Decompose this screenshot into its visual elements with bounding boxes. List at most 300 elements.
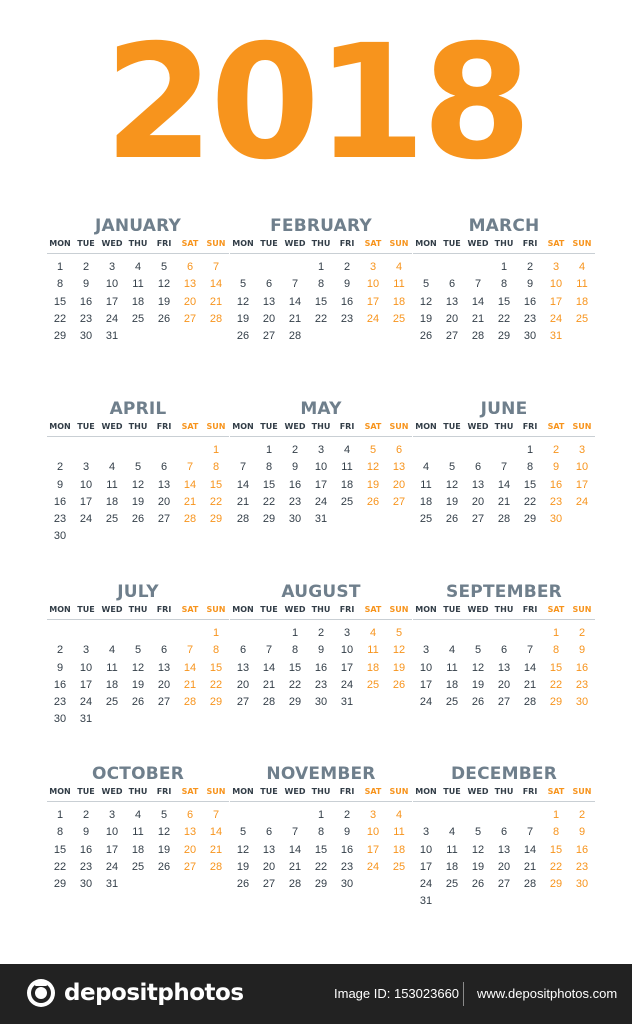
day-cell: 11 xyxy=(341,461,353,474)
day-cell xyxy=(125,711,151,728)
day-cell: 15 xyxy=(314,295,328,308)
week-row xyxy=(413,694,595,711)
day-cell: 19 xyxy=(471,678,485,691)
day-cell: 9 xyxy=(343,278,351,291)
day-cell: 12 xyxy=(157,826,171,839)
day-cell: 10 xyxy=(575,461,589,474)
day-cell: 25 xyxy=(575,312,589,325)
day-cell: 3 xyxy=(369,261,377,273)
day-cell: 10 xyxy=(79,478,93,491)
day-cell: 26 xyxy=(471,878,485,891)
header-rule xyxy=(413,253,595,254)
day-cell: 25 xyxy=(445,878,459,891)
day-cell: 20 xyxy=(262,312,276,325)
day-cell: 10 xyxy=(366,826,380,839)
day-cell xyxy=(517,807,543,824)
week-row xyxy=(47,859,229,876)
day-cell xyxy=(465,625,491,642)
day-cell: 11 xyxy=(106,478,118,491)
week-row xyxy=(47,511,229,528)
day-cell: 24 xyxy=(79,696,93,709)
day-cell: 31 xyxy=(314,513,328,526)
day-cell: 18 xyxy=(105,495,119,508)
day-cell xyxy=(413,625,439,642)
day-cell: 24 xyxy=(366,860,380,873)
day-cell xyxy=(151,625,177,642)
day-cell xyxy=(569,511,595,528)
day-cell: 23 xyxy=(340,312,354,325)
week-row xyxy=(47,477,229,494)
day-cell: 25 xyxy=(105,513,119,526)
day-cell: 13 xyxy=(497,843,511,856)
weekday-header xyxy=(413,421,595,433)
week-row xyxy=(47,311,229,328)
day-cell: 4 xyxy=(108,461,116,474)
day-cell: 20 xyxy=(236,678,250,691)
day-cell xyxy=(543,893,569,910)
day-cell: 12 xyxy=(471,661,485,674)
day-cell: 24 xyxy=(314,495,328,508)
day-cell: 10 xyxy=(340,644,354,657)
day-cell: 1 xyxy=(500,261,508,273)
weekday-header xyxy=(47,238,229,250)
day-cell: 20 xyxy=(392,478,406,491)
day-cell: 13 xyxy=(157,661,171,674)
day-cell: 1 xyxy=(526,444,534,456)
day-cell: 19 xyxy=(131,495,145,508)
day-cell: 29 xyxy=(262,513,276,526)
day-cell: 16 xyxy=(340,295,354,308)
day-cell: 6 xyxy=(160,644,168,657)
week-row xyxy=(47,824,229,841)
day-cell: 30 xyxy=(575,696,589,709)
day-cell: 4 xyxy=(343,444,351,456)
day-cell: 9 xyxy=(526,278,534,291)
day-cell: 19 xyxy=(236,312,250,325)
day-cell: 5 xyxy=(239,826,247,839)
day-cell: 27 xyxy=(183,312,197,325)
day-cell: 11 xyxy=(106,661,118,674)
day-cell: 10 xyxy=(314,461,328,474)
day-cell: 29 xyxy=(53,330,67,343)
week-row xyxy=(413,442,595,459)
weekday-label: WED xyxy=(101,787,123,796)
day-cell: 19 xyxy=(157,295,171,308)
day-cell: 14 xyxy=(523,843,537,856)
day-cell xyxy=(151,442,177,459)
weekday-label: SUN xyxy=(206,422,226,431)
day-cell: 2 xyxy=(56,644,64,657)
day-cell: 21 xyxy=(288,312,302,325)
day-cell: 16 xyxy=(53,678,67,691)
day-cell xyxy=(256,807,282,824)
weekday-label: MON xyxy=(232,787,254,796)
day-cell: 24 xyxy=(575,495,589,508)
day-cell: 23 xyxy=(53,513,67,526)
week-row xyxy=(230,259,412,276)
day-cell: 3 xyxy=(369,809,377,821)
day-cell xyxy=(386,328,412,345)
weekday-header xyxy=(47,604,229,616)
day-cell: 15 xyxy=(262,478,276,491)
day-cell: 3 xyxy=(82,644,90,657)
weekday-label: TUE xyxy=(260,422,278,431)
day-cell: 14 xyxy=(262,661,276,674)
day-cell: 1 xyxy=(317,261,325,273)
day-cell: 19 xyxy=(471,860,485,873)
weekday-header xyxy=(47,421,229,433)
weekday-label: THU xyxy=(494,787,514,796)
day-cell xyxy=(334,328,360,345)
day-cell: 10 xyxy=(105,826,119,839)
day-cell xyxy=(360,694,386,711)
weekday-label: THU xyxy=(311,787,331,796)
day-cell: 24 xyxy=(105,860,119,873)
day-cell: 14 xyxy=(236,478,250,491)
day-cell: 14 xyxy=(471,295,485,308)
weekday-label: SAT xyxy=(181,239,199,248)
day-cell: 7 xyxy=(474,278,482,291)
day-cell: 10 xyxy=(79,661,93,674)
day-cell: 8 xyxy=(552,826,560,839)
day-cell xyxy=(125,876,151,893)
day-cell: 25 xyxy=(131,860,145,873)
month-name: OCTOBER xyxy=(91,764,185,784)
week-row xyxy=(413,477,595,494)
day-cell: 9 xyxy=(82,826,90,839)
day-cell xyxy=(203,711,229,728)
day-cell: 23 xyxy=(53,696,67,709)
day-cell: 11 xyxy=(576,278,588,291)
day-cell xyxy=(177,528,203,545)
day-cell: 28 xyxy=(497,513,511,526)
day-cell: 29 xyxy=(209,513,223,526)
day-cell: 28 xyxy=(523,878,537,891)
weekday-label: SAT xyxy=(364,787,382,796)
day-cell: 22 xyxy=(53,312,67,325)
day-cell: 31 xyxy=(549,330,563,343)
day-cell: 9 xyxy=(317,644,325,657)
day-cell xyxy=(282,259,308,276)
day-cell: 4 xyxy=(369,627,377,639)
day-cell: 26 xyxy=(419,330,433,343)
day-cell xyxy=(230,442,256,459)
week-row xyxy=(413,859,595,876)
day-cell xyxy=(125,528,151,545)
day-cell: 7 xyxy=(291,826,299,839)
day-cell xyxy=(203,876,229,893)
month-february xyxy=(230,214,412,345)
day-cell: 5 xyxy=(134,461,142,474)
day-cell xyxy=(177,328,203,345)
week-row xyxy=(230,511,412,528)
day-cell: 19 xyxy=(419,312,433,325)
day-cell: 11 xyxy=(367,644,379,657)
weekday-label: TUE xyxy=(77,422,95,431)
day-cell: 12 xyxy=(131,478,145,491)
week-row xyxy=(230,294,412,311)
day-cell: 24 xyxy=(419,878,433,891)
day-cell: 27 xyxy=(497,696,511,709)
weekday-label: WED xyxy=(101,605,123,614)
day-cell: 24 xyxy=(419,696,433,709)
week-row xyxy=(413,511,595,528)
weekday-label: MON xyxy=(232,422,254,431)
week-row xyxy=(413,660,595,677)
day-cell: 16 xyxy=(340,843,354,856)
weekday-label: THU xyxy=(494,422,514,431)
weekday-label: FRI xyxy=(522,239,538,248)
day-cell: 19 xyxy=(366,478,380,491)
month-name: MARCH xyxy=(468,216,540,236)
day-cell: 28 xyxy=(209,312,223,325)
day-cell: 19 xyxy=(157,843,171,856)
weekday-label: TUE xyxy=(260,787,278,796)
day-cell: 16 xyxy=(523,295,537,308)
day-cell: 21 xyxy=(236,495,250,508)
day-cell: 26 xyxy=(131,513,145,526)
weekday-label: SAT xyxy=(181,787,199,796)
weekday-label: MON xyxy=(415,239,437,248)
day-cell xyxy=(230,807,256,824)
day-cell: 24 xyxy=(79,513,93,526)
day-cell: 10 xyxy=(419,843,433,856)
day-cell: 30 xyxy=(549,513,563,526)
day-cell: 19 xyxy=(131,678,145,691)
day-cell: 18 xyxy=(575,295,589,308)
day-cell: 30 xyxy=(53,713,67,726)
weekday-label: SAT xyxy=(547,239,565,248)
header-rule xyxy=(413,801,595,802)
day-cell: 29 xyxy=(209,696,223,709)
day-cell: 22 xyxy=(262,495,276,508)
weekday-label: THU xyxy=(494,605,514,614)
day-cell: 6 xyxy=(160,461,168,474)
week-row xyxy=(47,876,229,893)
day-cell: 23 xyxy=(523,312,537,325)
day-cell: 13 xyxy=(497,661,511,674)
day-cell: 8 xyxy=(56,826,64,839)
week-row xyxy=(47,694,229,711)
day-cell: 23 xyxy=(575,860,589,873)
brand-logo-text[interactable]: depositphotos xyxy=(64,980,244,1006)
day-cell: 4 xyxy=(448,826,456,839)
week-row xyxy=(230,442,412,459)
day-cell: 4 xyxy=(134,261,142,273)
day-cell: 5 xyxy=(422,278,430,291)
week-row xyxy=(413,494,595,511)
day-cell: 14 xyxy=(497,478,511,491)
week-row xyxy=(413,842,595,859)
day-cell: 22 xyxy=(209,495,223,508)
week-row xyxy=(47,494,229,511)
day-cell xyxy=(334,511,360,528)
weekday-label: WED xyxy=(284,422,306,431)
day-cell: 15 xyxy=(549,843,563,856)
day-cell: 9 xyxy=(82,278,90,291)
weekday-label: MON xyxy=(415,422,437,431)
day-cell: 11 xyxy=(393,826,405,839)
weekday-label: MON xyxy=(415,787,437,796)
day-cell: 10 xyxy=(366,278,380,291)
day-cell: 17 xyxy=(549,295,563,308)
day-cell: 17 xyxy=(340,661,354,674)
weekday-label: MON xyxy=(232,239,254,248)
day-cell: 27 xyxy=(236,696,250,709)
week-row xyxy=(47,642,229,659)
day-cell: 6 xyxy=(186,809,194,821)
day-cell xyxy=(125,328,151,345)
day-cell xyxy=(491,625,517,642)
week-row xyxy=(413,807,595,824)
day-cell: 30 xyxy=(575,878,589,891)
day-cell: 5 xyxy=(448,461,456,474)
day-cell xyxy=(491,807,517,824)
day-cell: 26 xyxy=(236,330,250,343)
day-cell: 7 xyxy=(526,644,534,657)
month-december xyxy=(413,762,595,911)
day-cell xyxy=(177,876,203,893)
weekday-label: THU xyxy=(494,239,514,248)
weekday-label: TUE xyxy=(77,239,95,248)
day-cell xyxy=(282,807,308,824)
day-cell: 20 xyxy=(497,678,511,691)
day-cell xyxy=(360,328,386,345)
weekday-label: WED xyxy=(467,422,489,431)
day-cell: 31 xyxy=(105,330,119,343)
day-cell: 26 xyxy=(131,696,145,709)
day-cell: 1 xyxy=(212,627,220,639)
day-cell: 28 xyxy=(236,513,250,526)
day-cell: 27 xyxy=(392,495,406,508)
day-cell: 18 xyxy=(419,495,433,508)
day-cell: 26 xyxy=(471,696,485,709)
header-rule xyxy=(230,253,412,254)
day-cell: 28 xyxy=(262,696,276,709)
day-cell: 11 xyxy=(132,278,144,291)
day-cell: 11 xyxy=(393,278,405,291)
day-cell: 25 xyxy=(366,678,380,691)
day-cell: 13 xyxy=(471,478,485,491)
site-link[interactable]: www.depositphotos.com xyxy=(477,986,618,1001)
day-cell: 18 xyxy=(366,661,380,674)
header-rule xyxy=(47,619,229,620)
day-cell: 29 xyxy=(314,878,328,891)
week-row xyxy=(47,276,229,293)
day-cell: 14 xyxy=(288,843,302,856)
month-september xyxy=(413,580,595,711)
day-cell: 8 xyxy=(291,644,299,657)
day-cell: 2 xyxy=(82,809,90,821)
week-row xyxy=(230,477,412,494)
month-january xyxy=(47,214,229,345)
day-cell: 8 xyxy=(552,644,560,657)
weekday-label: SAT xyxy=(364,422,382,431)
day-cell: 3 xyxy=(82,461,90,474)
day-cell: 9 xyxy=(291,461,299,474)
day-cell: 17 xyxy=(79,495,93,508)
day-cell: 6 xyxy=(265,278,273,291)
week-row xyxy=(413,893,595,910)
day-cell: 14 xyxy=(209,278,223,291)
week-row xyxy=(413,677,595,694)
week-row xyxy=(230,276,412,293)
day-cell: 12 xyxy=(157,278,171,291)
week-row xyxy=(47,294,229,311)
day-cell xyxy=(47,442,73,459)
month-name: DECEMBER xyxy=(451,764,557,784)
day-cell: 13 xyxy=(183,826,197,839)
week-row xyxy=(230,677,412,694)
month-name: JULY xyxy=(117,582,159,602)
day-cell: 15 xyxy=(209,661,223,674)
day-cell: 25 xyxy=(131,312,145,325)
day-cell: 25 xyxy=(105,696,119,709)
day-cell: 7 xyxy=(212,809,220,821)
weekday-label: SUN xyxy=(389,422,409,431)
day-cell: 22 xyxy=(523,495,537,508)
day-cell: 28 xyxy=(183,696,197,709)
week-row xyxy=(413,328,595,345)
day-cell: 2 xyxy=(82,261,90,273)
month-august xyxy=(230,580,412,711)
day-cell: 16 xyxy=(549,478,563,491)
day-cell: 3 xyxy=(422,826,430,839)
day-cell: 21 xyxy=(262,678,276,691)
weekday-header xyxy=(230,238,412,250)
day-cell: 11 xyxy=(446,661,458,674)
day-cell: 3 xyxy=(108,261,116,273)
day-cell xyxy=(386,511,412,528)
day-cell: 17 xyxy=(419,860,433,873)
weekday-header xyxy=(230,421,412,433)
day-cell: 30 xyxy=(314,696,328,709)
day-cell xyxy=(73,625,99,642)
day-cell: 7 xyxy=(291,278,299,291)
weekday-label: THU xyxy=(128,239,148,248)
header-rule xyxy=(47,253,229,254)
day-cell: 21 xyxy=(183,495,197,508)
week-row xyxy=(230,660,412,677)
day-cell: 17 xyxy=(366,295,380,308)
weekday-label: SAT xyxy=(547,422,565,431)
day-cell: 27 xyxy=(497,878,511,891)
day-cell: 1 xyxy=(317,809,325,821)
weekday-label: SAT xyxy=(547,787,565,796)
day-cell: 7 xyxy=(500,461,508,474)
day-cell: 26 xyxy=(366,495,380,508)
day-cell: 18 xyxy=(445,860,459,873)
day-cell: 1 xyxy=(552,627,560,639)
day-cell xyxy=(99,625,125,642)
day-cell: 25 xyxy=(340,495,354,508)
day-cell: 1 xyxy=(212,444,220,456)
weekday-label: THU xyxy=(128,787,148,796)
day-cell xyxy=(360,876,386,893)
day-cell: 30 xyxy=(79,878,93,891)
week-row xyxy=(47,459,229,476)
day-cell xyxy=(439,807,465,824)
day-cell: 25 xyxy=(419,513,433,526)
day-cell: 15 xyxy=(497,295,511,308)
day-cell: 31 xyxy=(340,696,354,709)
day-cell: 9 xyxy=(578,644,586,657)
day-cell: 4 xyxy=(448,644,456,657)
day-cell: 14 xyxy=(523,661,537,674)
day-cell: 8 xyxy=(56,278,64,291)
day-cell: 15 xyxy=(288,661,302,674)
day-cell: 21 xyxy=(523,678,537,691)
